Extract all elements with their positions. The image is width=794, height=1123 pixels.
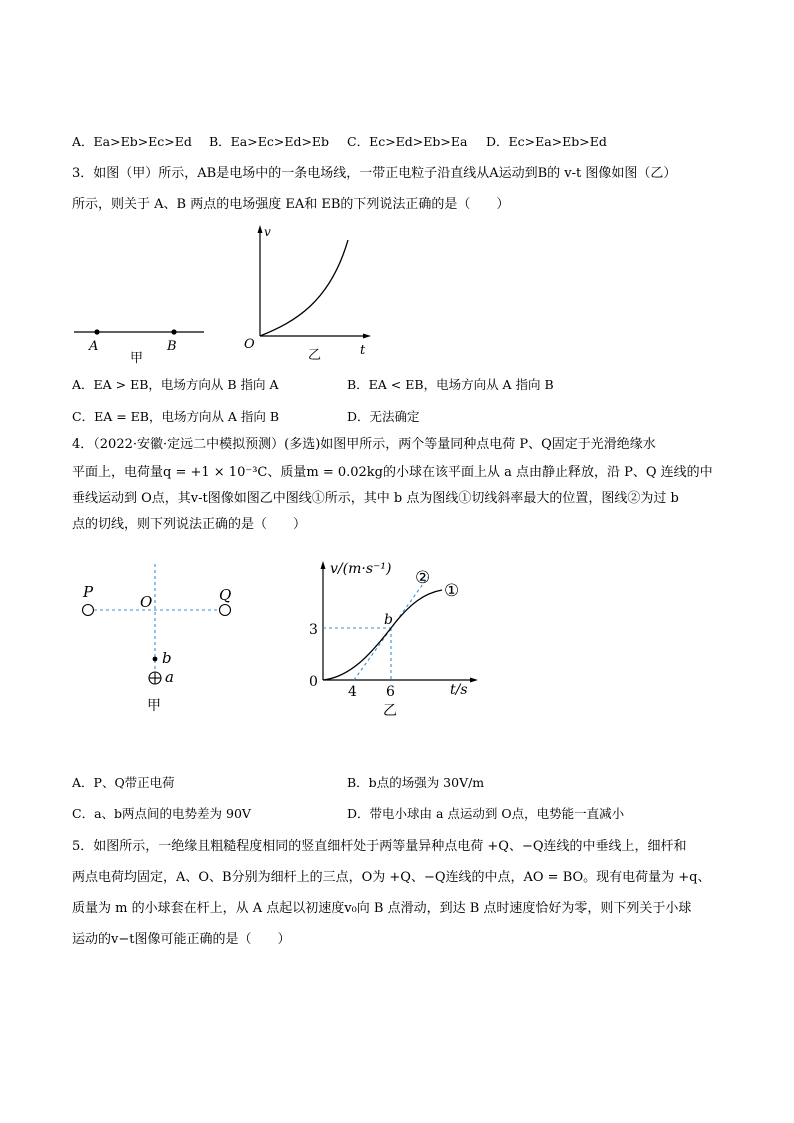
figure-caption-yi: 乙 (308, 348, 322, 363)
figure-caption-jia: 甲 (147, 698, 161, 714)
q2-option-d: D．Ec>Ea>Eb>Ed (486, 134, 607, 149)
point-o-label: O (140, 593, 153, 611)
q2-option-b: B．Ea>Ec>Ed>Eb (209, 134, 330, 149)
q4-stem-line3: 垂线运动到 O点，其v-t图像如图乙中图线①所示，其中 b 点为图线①切线斜率最大的位置，图线②为过 b (72, 491, 679, 506)
q3-option-d: D．无法确定 (347, 409, 420, 424)
v-axis-arrow (321, 561, 326, 569)
v-axis-label: v (264, 225, 271, 239)
charge-p-circle (83, 605, 94, 616)
q3-stem-line1: 3．如图（甲）所示，AB是电场中的一条电场线，一带正电粒子沿直线从A运动到B的 v-t 图像如图（乙） (72, 166, 677, 181)
point-b-label: b (384, 612, 393, 628)
q5-stem-line1: 5．如图所示，一绝缘且粗糙程度相同的竖直细杆处于两等量异种点电荷 +Q、−Q连线的中垂线上，细杆和 (72, 839, 687, 854)
t-axis-arrow (363, 334, 371, 339)
curve-1-label: ① (444, 581, 460, 601)
v-t-curve-1 (323, 590, 442, 680)
point-a-dot (94, 329, 99, 334)
origin-label: O (244, 337, 255, 352)
q4-stem-line4: 点的切线，则下列说法正确的是（ ） (72, 517, 307, 532)
q3-figure-yi (240, 222, 380, 362)
point-b-label: B (167, 339, 177, 354)
q4-figure-jia (76, 560, 236, 720)
q5-stem-line3: 质量为 m 的小球套在杆上，从 A 点起以初速度v₀向 B 点滑动，到达 B 点时速度恰好为零，则下列关于小球 (72, 901, 692, 916)
q5-stem-line2: 两点电荷均固定，A、O、B分别为细杆上的三点，O为 +Q、−Q连线的中点，AO = BO。现有电荷量为 +q、 (72, 870, 711, 885)
charge-p-label: P (83, 583, 94, 601)
t-axis-label: t/s (450, 682, 468, 698)
v-axis-label: v/(m·s⁻¹) (330, 561, 392, 577)
q4-option-d: D．带电小球由 a 点运动到 O点，电势能一直减小 (347, 806, 625, 821)
x-tick-6: 6 (386, 684, 395, 700)
t-axis-arrow (470, 678, 478, 683)
q2-option-c: C．Ec>Ed>Eb>Ea (347, 134, 468, 149)
point-a-label: a (165, 668, 174, 686)
q3-option-b: B．EA < EB，电场方向从 A 指向 B (347, 377, 554, 392)
figure-caption-jia: 甲 (130, 351, 144, 366)
q4-option-b: B．b点的场强为 30V/m (347, 775, 485, 790)
x-tick-4: 4 (348, 684, 357, 700)
q4-stem-line2: 平面上，电荷量q = +1 × 10⁻³C、质量m = 0.02kg的小球在该平面上从 a 点由静止释放，沿 P、Q 连线的中 (72, 465, 713, 480)
q3-figure-jia (70, 310, 210, 370)
q2-option-a: A．Ea>Eb>Ec>Ed (72, 134, 192, 149)
charge-q-circle (220, 605, 231, 616)
q3-stem-line2: 所示，则关于 A、B 两点的电场强度 EA和 EB的下列说法正确的是（ ） (72, 197, 510, 212)
figure-caption-yi: 乙 (383, 703, 397, 719)
origin-label: 0 (309, 674, 318, 690)
charge-q-label: Q (219, 586, 232, 604)
q3-option-c: C．EA = EB，电场方向从 A 指向 B (72, 409, 280, 424)
q4-option-c: C．a、b两点间的电势差为 90V (72, 806, 251, 821)
q4-figure-yi (300, 555, 490, 720)
point-a-label: A (89, 339, 99, 354)
v-axis-arrow (258, 225, 263, 233)
point-b-label: b (162, 649, 172, 667)
q4-option-a: A．P、Q带正电荷 (72, 775, 175, 790)
q3-option-a: A．EA > EB，电场方向从 B 指向 A (72, 377, 279, 392)
point-b-dot (171, 329, 176, 334)
t-axis-label: t (360, 343, 366, 358)
y-tick-3: 3 (309, 622, 318, 638)
q4-stem-line1: 4．（2022·安徽·定远二中模拟预测）(多选)如图甲所示，两个等量同种点电荷 P、Q固定于光滑绝缘水 (72, 437, 656, 452)
q5-stem-line4: 运动的v−t图像可能正确的是（ ） (72, 932, 291, 947)
v-t-curve (260, 240, 348, 336)
curve-2-label: ② (415, 568, 431, 588)
point-b-dot (153, 657, 158, 662)
